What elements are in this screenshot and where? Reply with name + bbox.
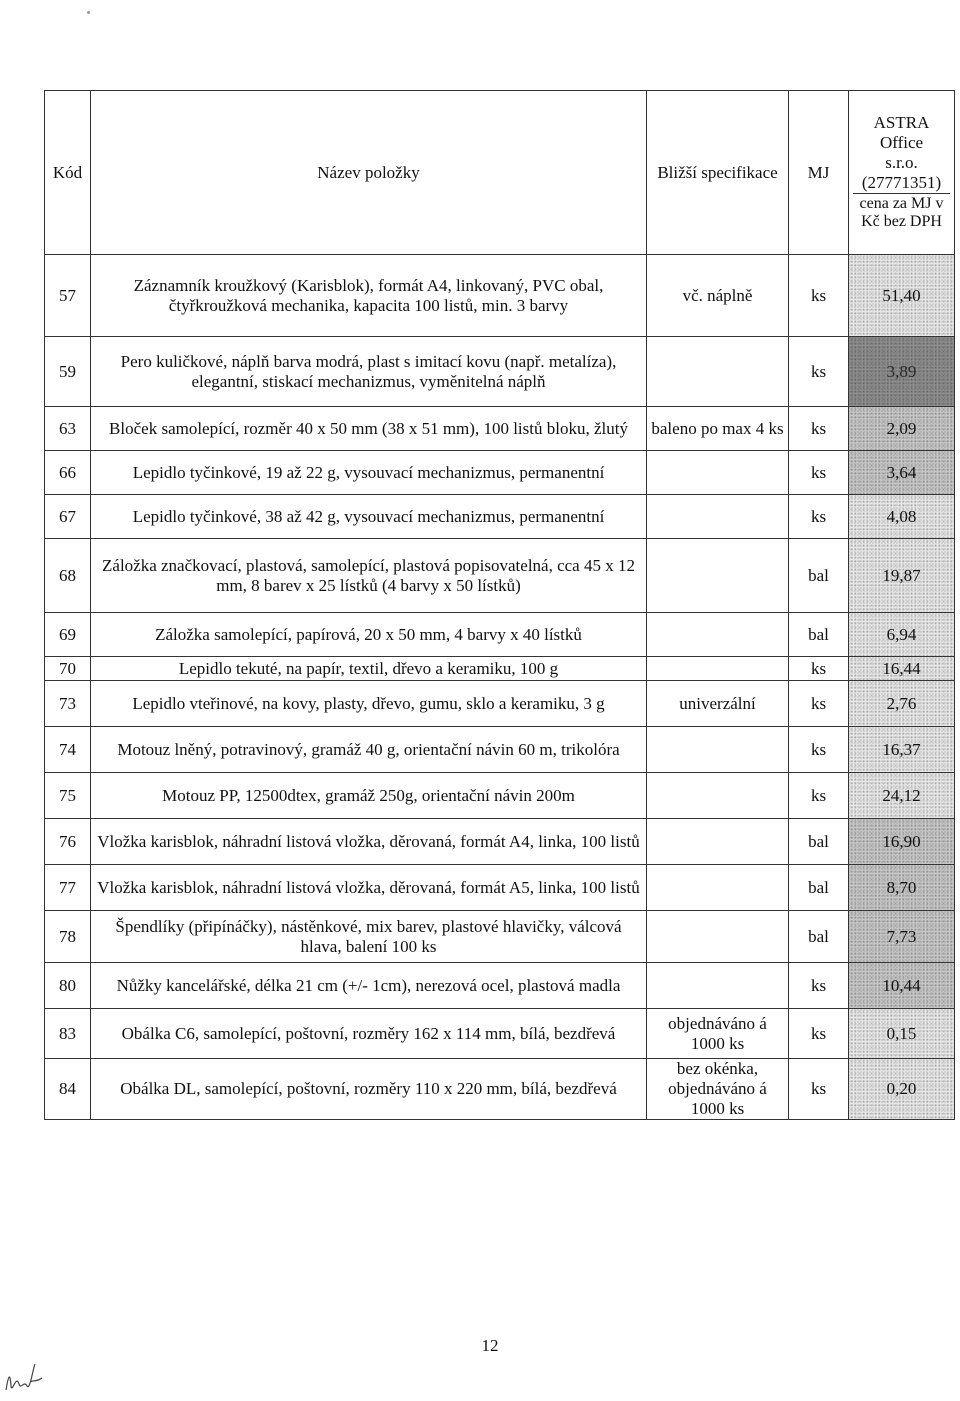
row-name: Špendlíky (připínáčky), nástěnkové, mix barev, plastové hlavičky, válcová hlava, balení 100 ks: [91, 911, 647, 963]
row-name: Záznamník kroužkový (Karisblok), formát A4, linkovaný, PVC obal, čtyřkroužková mechanika, kapacita 100 listů, min. 3 barvy: [91, 255, 647, 337]
table-row: [45, 657, 955, 681]
row-price: 0,15: [849, 1009, 955, 1059]
header-supplier-price: [849, 91, 955, 255]
row-unit: ks: [789, 963, 849, 1009]
table-row: [45, 1059, 955, 1120]
row-unit: ks: [789, 1009, 849, 1059]
row-code: 68: [45, 539, 91, 613]
supplier-line: ASTRA: [873, 113, 930, 132]
header-code: Kód: [45, 91, 91, 255]
row-unit: bal: [789, 613, 849, 657]
row-price: 0,20: [849, 1059, 955, 1120]
row-code: 59: [45, 337, 91, 407]
row-spec: [647, 539, 789, 613]
row-code: 73: [45, 681, 91, 727]
row-code: 75: [45, 773, 91, 819]
row-unit: ks: [789, 727, 849, 773]
table-row: [45, 1009, 955, 1059]
row-unit: bal: [789, 865, 849, 911]
row-name: Bloček samolepící, rozměr 40 x 50 mm (38 x 51 mm), 100 listů bloku, žlutý: [91, 407, 647, 451]
row-code: 67: [45, 495, 91, 539]
row-price: 10,44: [849, 963, 955, 1009]
row-price: 2,76: [849, 681, 955, 727]
header-name: Název položky: [91, 91, 647, 255]
row-code: 69: [45, 613, 91, 657]
row-name: Pero kuličkové, náplň barva modrá, plast s imitací kovu (např. metalíza), elegantní, stiskací mechanizmus, vyměnitelná náplň: [91, 337, 647, 407]
row-code: 74: [45, 727, 91, 773]
row-price: 2,09: [849, 407, 955, 451]
row-unit: ks: [789, 657, 849, 681]
row-unit: bal: [789, 539, 849, 613]
header-spec: Bližší specifikace: [647, 91, 789, 255]
row-name: Lepidlo tyčinkové, 38 až 42 g, vysouvací mechanizmus, permanentní: [91, 495, 647, 539]
row-code: 76: [45, 819, 91, 865]
page-number: 12: [481, 1336, 499, 1355]
table-row: [45, 337, 955, 407]
table-row: [45, 819, 955, 865]
supplier-line: (27771351): [861, 173, 942, 192]
table-row: [45, 451, 955, 495]
row-unit: ks: [789, 495, 849, 539]
row-name: Lepidlo tekuté, na papír, textil, dřevo a keramiku, 100 g: [91, 657, 647, 681]
table-row: [45, 495, 955, 539]
row-spec: objednáváno á 1000 ks: [647, 1009, 789, 1059]
row-price: 24,12: [849, 773, 955, 819]
row-spec: vč. náplně: [647, 255, 789, 337]
row-price: 16,90: [849, 819, 955, 865]
row-spec: [647, 773, 789, 819]
row-spec: [647, 613, 789, 657]
row-spec: baleno po max 4 ks: [647, 407, 789, 451]
scan-speck: [87, 11, 90, 14]
row-name: Vložka karisblok, náhradní listová vložka, děrovaná, formát A4, linka, 100 listů: [91, 819, 647, 865]
row-name: Motouz PP, 12500dtex, gramáž 250g, orientační návin 200m: [91, 773, 647, 819]
row-spec: [647, 337, 789, 407]
row-unit: bal: [789, 911, 849, 963]
row-spec: [647, 657, 789, 681]
row-name: Záložka značkovací, plastová, samolepící, plastová popisovatelná, cca 45 x 12 mm, 8 barev x 25 lístků (4 barvy x 50 lístků): [91, 539, 647, 613]
row-code: 84: [45, 1059, 91, 1120]
row-unit: ks: [789, 337, 849, 407]
row-spec: [647, 865, 789, 911]
row-code: 66: [45, 451, 91, 495]
header-mj: MJ: [789, 91, 849, 255]
row-unit: ks: [789, 773, 849, 819]
row-name: Motouz lněný, potravinový, gramáž 40 g, orientační návin 60 m, trikolóra: [91, 727, 647, 773]
row-unit: bal: [789, 819, 849, 865]
row-unit: ks: [789, 681, 849, 727]
row-code: 70: [45, 657, 91, 681]
row-name: Obálka C6, samolepící, poštovní, rozměry 162 x 114 mm, bílá, bezdřevá: [91, 1009, 647, 1059]
table-row: [45, 681, 955, 727]
table-row: [45, 963, 955, 1009]
row-spec: bez okénka, objednáváno á 1000 ks: [647, 1059, 789, 1120]
row-code: 63: [45, 407, 91, 451]
row-spec: [647, 451, 789, 495]
table-row: [45, 255, 955, 337]
row-price: 4,08: [849, 495, 955, 539]
row-code: 78: [45, 911, 91, 963]
row-spec: univerzální: [647, 681, 789, 727]
row-name: Obálka DL, samolepící, poštovní, rozměry 110 x 220 mm, bílá, bezdřevá: [91, 1059, 647, 1120]
header-price-label: cena za MJ v Kč bez DPH: [853, 193, 950, 232]
row-price: 16,37: [849, 727, 955, 773]
table-row: [45, 539, 955, 613]
table-row: [45, 911, 955, 963]
table-row: [45, 865, 955, 911]
row-name: Lepidlo vteřinové, na kovy, plasty, dřevo, gumu, sklo a keramiku, 3 g: [91, 681, 647, 727]
row-price: 6,94: [849, 613, 955, 657]
table-header-row: [45, 91, 955, 255]
table-body: [45, 255, 955, 1120]
row-price: 16,44: [849, 657, 955, 681]
row-unit: ks: [789, 407, 849, 451]
row-spec: [647, 819, 789, 865]
row-name: Vložka karisblok, náhradní listová vložka, děrovaná, formát A5, linka, 100 listů: [91, 865, 647, 911]
row-price: 7,73: [849, 911, 955, 963]
row-price: 3,89: [849, 337, 955, 407]
row-unit: ks: [789, 255, 849, 337]
signature-mark: [2, 1360, 46, 1396]
table-row: [45, 407, 955, 451]
row-spec: [647, 911, 789, 963]
row-spec: [647, 963, 789, 1009]
row-code: 80: [45, 963, 91, 1009]
row-spec: [647, 727, 789, 773]
row-name: Nůžky kancelářské, délka 21 cm (+/- 1cm), nerezová ocel, plastová madla: [91, 963, 647, 1009]
price-table: [44, 90, 955, 1120]
table-row: [45, 613, 955, 657]
row-price: 51,40: [849, 255, 955, 337]
row-code: 57: [45, 255, 91, 337]
row-price: 3,64: [849, 451, 955, 495]
row-unit: ks: [789, 451, 849, 495]
row-code: 77: [45, 865, 91, 911]
table-row: [45, 773, 955, 819]
row-code: 83: [45, 1009, 91, 1059]
row-unit: ks: [789, 1059, 849, 1120]
row-spec: [647, 495, 789, 539]
row-price: 19,87: [849, 539, 955, 613]
row-name: Lepidlo tyčinkové, 19 až 22 g, vysouvací mechanizmus, permanentní: [91, 451, 647, 495]
header-supplier: [853, 113, 950, 193]
table-row: [45, 727, 955, 773]
supplier-line: Office: [879, 133, 924, 152]
supplier-line: s.r.o.: [885, 153, 918, 172]
row-name: Záložka samolepící, papírová, 20 x 50 mm, 4 barvy x 40 lístků: [91, 613, 647, 657]
row-price: 8,70: [849, 865, 955, 911]
